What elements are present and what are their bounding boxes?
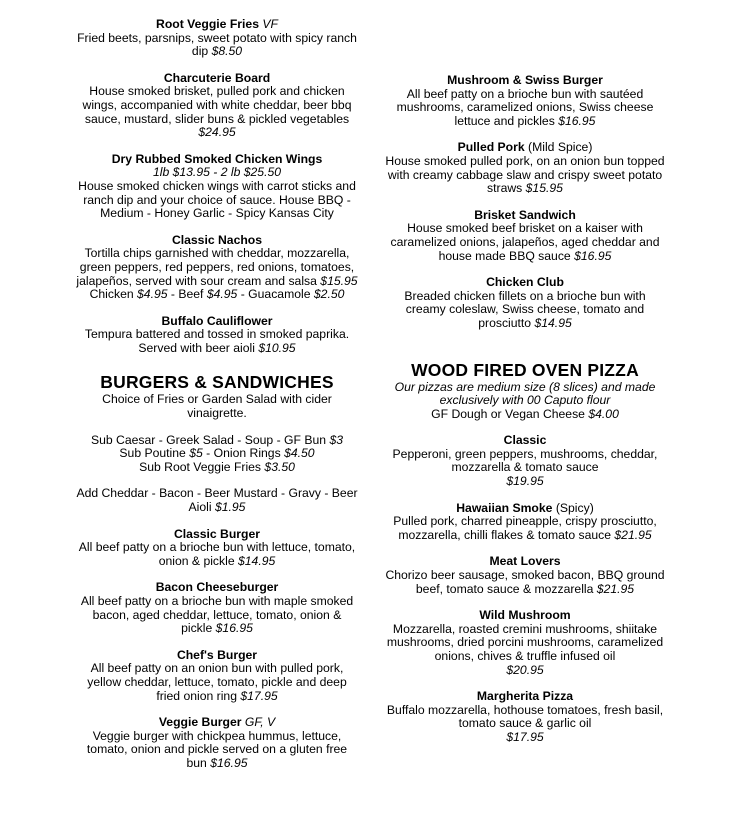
item-description: Pepperoni, green peppers, mushrooms, cheddar, mozzarella & tomato sauce: [392, 446, 658, 475]
sub-price: $3: [329, 432, 343, 447]
item-name: Brisket Sandwich: [474, 207, 576, 222]
item-description: Mozzarella, roasted cremini mushrooms, shiitake mushrooms, dried porcini mushrooms, caramelized onions, chives & truffle infused oil: [386, 621, 664, 663]
item-price: $16.95: [215, 621, 253, 636]
addon-price: $2.50: [313, 287, 345, 302]
sub-text: Sub Caesar - Greek Salad - Soup - GF Bun: [90, 432, 327, 447]
item-name: Chicken Club: [486, 275, 564, 290]
menu-item-root-veggie-fries: [76, 18, 358, 59]
pizza-note: Our pizzas are medium size (8 slices) and made exclusively with 00 Caputo flour: [394, 379, 656, 408]
item-name: Margherita Pizza: [476, 689, 574, 704]
addon-text: Add Cheddar - Bacon - Beer Mustard - Gravy - Beer Aioli: [76, 486, 358, 515]
item-name: Wild Mushroom: [479, 608, 571, 623]
sub-text: Sub Root Veggie Fries: [139, 459, 262, 474]
dietary-tag: GF, V: [244, 715, 276, 730]
menu-item-meat-lovers: [384, 555, 666, 596]
sub-price: $3.50: [264, 459, 295, 474]
item-price: $24.95: [198, 125, 236, 140]
item-description: House smoked pulled pork, on an onion bun topped with creamy cabbage slaw and crispy sweet potato straws: [385, 153, 665, 196]
item-description: House smoked chicken wings with carrot sticks and ranch dip and your choice of sauce. House BBQ - Medium - Honey Garlic - Spicy Kansas City: [78, 178, 356, 221]
menu-item-chicken-club: [384, 276, 666, 330]
menu-item-buffalo-cauliflower: [76, 315, 358, 356]
item-description: Tortilla chips garnished with cheddar, mozzarella, green peppers, red peppers, red onions, tomatoes, jalapeños, served with sour cream and salsa: [76, 246, 355, 288]
item-name: Mushroom & Swiss Burger: [447, 73, 603, 87]
item-description: Tempura battered and tossed in smoked paprika. Served with beer aioli: [84, 327, 350, 355]
item-description: Fried beets, parsnips, sweet potato with spicy ranch dip: [77, 30, 357, 59]
item-description: Buffalo mozzarella, hothouse tomatoes, fresh basil, tomato sauce & garlic oil: [386, 702, 664, 731]
section-title-burgers: BURGERS & SANDWICHES: [100, 372, 334, 393]
item-price: $17.95: [506, 729, 544, 744]
item-price: $8.50: [211, 44, 243, 59]
addon-label: Beef: [178, 287, 204, 302]
item-price: $10.95: [258, 340, 296, 355]
sub-price: $4.50: [284, 446, 315, 461]
menu-item-charcuterie-board: [76, 72, 358, 140]
menu-item-classic-pizza: [384, 434, 666, 488]
menu-item-mushroom-swiss-burger: [384, 74, 666, 128]
menu-item-classic-burger: [76, 528, 358, 569]
menu-item-wild-mushroom: [384, 609, 666, 677]
menu-item-bacon-cheeseburger: [76, 581, 358, 635]
item-name: Classic Nachos: [171, 232, 263, 247]
item-price: $14.95: [534, 315, 572, 330]
item-size-prices: 1lb $13.95 - 2 lb $25.50: [152, 165, 282, 180]
item-description: Breaded chicken fillets on a brioche bun with creamy coleslaw, Swiss cheese, tomato and prosciutto: [404, 288, 646, 330]
item-price: $17.95: [240, 688, 278, 703]
item-price: $21.95: [614, 527, 652, 542]
menu-item-smoked-chicken-wings: [76, 153, 358, 221]
menu-item-pulled-pork: [384, 141, 666, 195]
dietary-tag: VF: [262, 17, 278, 31]
item-description: All beef patty on a brioche bun with sautéed mushrooms, caramelized onions, Swiss cheese lettuce and pickles: [396, 86, 654, 128]
item-name: Chef's Burger: [176, 647, 258, 662]
menu-right-column: [384, 74, 666, 758]
menu-item-margherita-pizza: [384, 690, 666, 744]
item-name: Dry Rubbed Smoked Chicken Wings: [111, 151, 323, 166]
item-price: $21.95: [596, 581, 635, 596]
section-title-pizza: WOOD FIRED OVEN PIZZA: [411, 359, 639, 380]
item-price: $14.95: [238, 553, 276, 568]
menu-item-hawaiian-smoke: [384, 502, 666, 543]
item-name: Classic Burger: [173, 526, 261, 541]
gf-option-price: $4.00: [588, 406, 619, 421]
menu-item-veggie-burger: [76, 716, 358, 770]
item-description: House smoked brisket, pulled pork and chicken wings, accompanied with white cheddar, beer bbq sauce, mustard, slider buns & pickled vegetables: [82, 84, 352, 126]
item-price: $16.95: [574, 248, 612, 263]
item-price: $19.95: [506, 474, 544, 489]
item-name: Classic: [503, 433, 547, 448]
menu-item-classic-nachos: [76, 234, 358, 302]
addon-price: $4.95: [206, 287, 238, 302]
menu-item-chefs-burger: [76, 649, 358, 703]
item-name: Meat Lovers: [489, 554, 561, 569]
add-ons: [76, 487, 358, 514]
addon-price: $4.95: [137, 287, 168, 302]
gf-option-text: GF Dough or Vegan Cheese: [431, 406, 585, 421]
item-name: Buffalo Cauliflower: [161, 313, 273, 328]
menu-item-brisket-sandwich: [384, 209, 666, 263]
item-description: House smoked beef brisket on a kaiser with caramelized onions, jalapeños, aged cheddar and house made BBQ sauce: [390, 221, 660, 263]
item-price: $16.95: [210, 755, 248, 770]
item-name: Pulled Pork: [457, 140, 525, 155]
item-name: Bacon Cheeseburger: [155, 580, 279, 595]
nacho-addons: Chicken $4.95 - Beef $4.95 - Guacamole $2.50: [89, 287, 345, 302]
side-substitutions: [76, 434, 358, 475]
item-description: Chorizo beer sausage, smoked bacon, BBQ ground beef, tomato sauce & mozzarella: [385, 568, 665, 596]
spice-tag: (Spicy): [555, 500, 594, 515]
item-name: Veggie Burger: [158, 715, 242, 730]
pizza-section-notes: [384, 381, 666, 422]
item-price: $15.95: [525, 181, 563, 196]
item-description: All beef patty on a brioche bun with maple smoked bacon, aged cheddar, lettuce, tomato, onion & pickle: [80, 594, 354, 636]
addon-label: Chicken: [89, 287, 134, 302]
sub-price: $5: [189, 446, 203, 461]
item-description: All beef patty on an onion bun with pulled pork, yellow cheddar, lettuce, tomato, pickle and deep fried onion ring: [87, 661, 347, 703]
item-name: Hawaiian Smoke: [456, 500, 553, 515]
item-name: Root Veggie Fries: [156, 17, 259, 31]
item-description: All beef patty on a brioche bun with lettuce, tomato, onion & pickle: [78, 540, 356, 568]
addon-price: $1.95: [214, 500, 246, 515]
item-description: Veggie burger with chickpea hummus, lettuce, tomato, onion and pickle served on a gluten free bun: [86, 728, 348, 770]
item-price: $15.95: [320, 273, 358, 288]
addon-label: Guacamole: [248, 287, 311, 302]
item-price: $16.95: [558, 113, 596, 128]
sub-text: - Onion Rings: [202, 446, 281, 461]
item-price: $20.95: [506, 662, 544, 677]
item-description: Pulled pork, charred pineapple, crispy prosciutto, mozzarella, chilli flakes & tomato sauce: [393, 514, 657, 542]
section-intro: Choice of Fries or Garden Salad with cider vinaigrette.: [102, 392, 332, 421]
sub-text: Sub Poutine: [119, 446, 186, 461]
item-name: Charcuterie Board: [163, 70, 271, 85]
menu-left-column: [76, 18, 358, 784]
spice-tag: (Mild Spice): [528, 140, 593, 155]
